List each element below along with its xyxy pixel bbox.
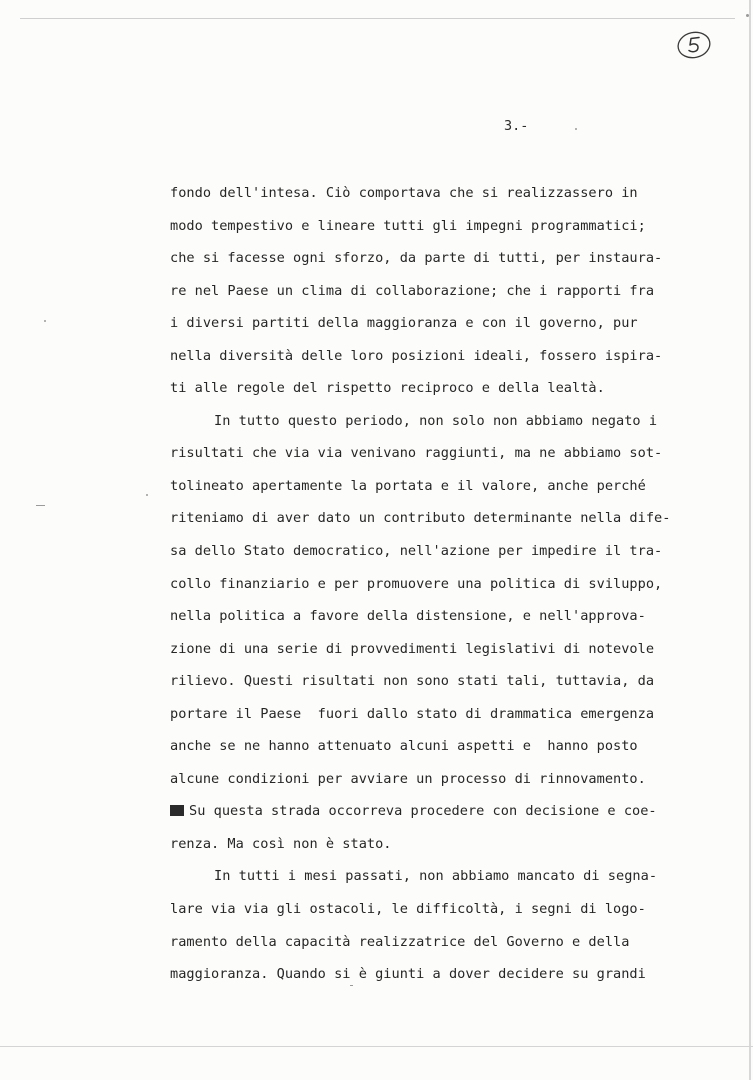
- scan-speck: [146, 494, 148, 496]
- text-line-content: lare via via gli ostacoli, le difficoltà, i segni di logo-: [170, 901, 646, 918]
- text-line-content: modo tempestivo e lineare tutti gli impegni programmatici;: [170, 217, 646, 234]
- text-line: [170, 372, 730, 405]
- right-edge-line: [749, 0, 751, 1080]
- text-line-content: alcune condizioni per avviare un processo di rinnovamento.: [170, 770, 646, 787]
- ink-blot-mark: [170, 805, 184, 816]
- text-line-content: nella diversità delle loro posizioni ideali, fossero ispira-: [170, 347, 663, 364]
- text-line-content: ramento della capacità realizzatrice del Governo e della: [170, 933, 630, 950]
- text-line: [170, 893, 730, 926]
- scan-speck: [575, 128, 577, 130]
- text-line: [170, 763, 730, 796]
- text-line: [170, 958, 730, 991]
- text-line-content: Su questa strada occorreva procedere con decisione e coe-: [189, 803, 657, 820]
- scan-speck: [36, 505, 45, 506]
- text-line-content: renza. Ma così non è stato.: [170, 835, 392, 852]
- text-line-content: fondo dell'intesa. Ciò comportava che si realizzassero in: [170, 185, 638, 201]
- page-number: 3.-: [504, 118, 529, 134]
- text-line: [170, 437, 730, 470]
- text-line-content: che si facesse ogni sforzo, da parte di tutti, per instaura-: [170, 250, 663, 267]
- bottom-edge-line: [0, 1046, 753, 1047]
- top-edge-line: [20, 18, 735, 19]
- body-text: [170, 177, 730, 991]
- text-line-content: sa dello Stato democratico, nell'azione per impedire il tra-: [170, 543, 663, 560]
- text-line: [170, 405, 730, 438]
- text-line-content: tolineato apertamente la portata e il valore, anche perché: [170, 477, 646, 494]
- text-line-content: zione di una serie di provvedimenti legislativi di notevole: [170, 640, 655, 657]
- text-line-content: collo finanziario e per promuovere una politica di sviluppo,: [170, 575, 663, 592]
- scan-speck: [350, 985, 353, 986]
- text-line-content: re nel Paese un clima di collaborazione; che i rapporti fra: [170, 282, 655, 299]
- text-line-content: portare il Paese fuori dallo stato di drammatica emergenza: [170, 705, 655, 722]
- scan-speck: [746, 14, 749, 17]
- circled-number-icon: [676, 30, 712, 60]
- text-line-content: In tutto questo periodo, non solo non abbiamo negato i: [214, 412, 658, 429]
- text-line: [170, 665, 730, 698]
- text-line: [170, 698, 730, 731]
- text-line-content: In tutti i mesi passati, non abbiamo mancato di segna-: [214, 868, 658, 885]
- text-line-content: riteniamo di aver dato un contributo determinante nella dife-: [170, 510, 671, 527]
- text-line: [170, 470, 730, 503]
- text-line: [170, 210, 730, 243]
- text-line: [170, 502, 730, 535]
- text-line: [170, 600, 730, 633]
- text-line-content: risultati che via via venivano raggiunti, ma ne abbiamo sot-: [170, 445, 663, 462]
- text-line-content: rilievo. Questi risultati non sono stati tali, tuttavia, da: [170, 673, 655, 690]
- text-line: [170, 633, 730, 666]
- text-line: [170, 730, 730, 763]
- text-line: [170, 795, 730, 828]
- text-line: [170, 340, 730, 373]
- text-line-content: anche se ne hanno attenuato alcuni aspetti e hanno posto: [170, 738, 638, 755]
- text-line: [170, 926, 730, 959]
- text-line: [170, 275, 730, 308]
- text-line-content: nella politica a favore della distensione, e nell'approva-: [170, 608, 646, 625]
- text-line: [170, 568, 730, 601]
- text-line: [170, 177, 730, 210]
- text-line: [170, 535, 730, 568]
- text-line: [170, 860, 730, 893]
- text-line-content: i diversi partiti della maggioranza e con il governo, pur: [170, 315, 638, 332]
- text-line: [170, 828, 730, 861]
- handwritten-folio-mark: [676, 30, 712, 60]
- scan-speck: [44, 320, 46, 322]
- text-line-content: maggioranza. Quando si è giunti a dover decidere su grandi: [170, 966, 646, 983]
- text-line: [170, 307, 730, 340]
- text-line: [170, 242, 730, 275]
- text-line-content: ti alle regole del rispetto reciproco e della lealtà.: [170, 380, 605, 397]
